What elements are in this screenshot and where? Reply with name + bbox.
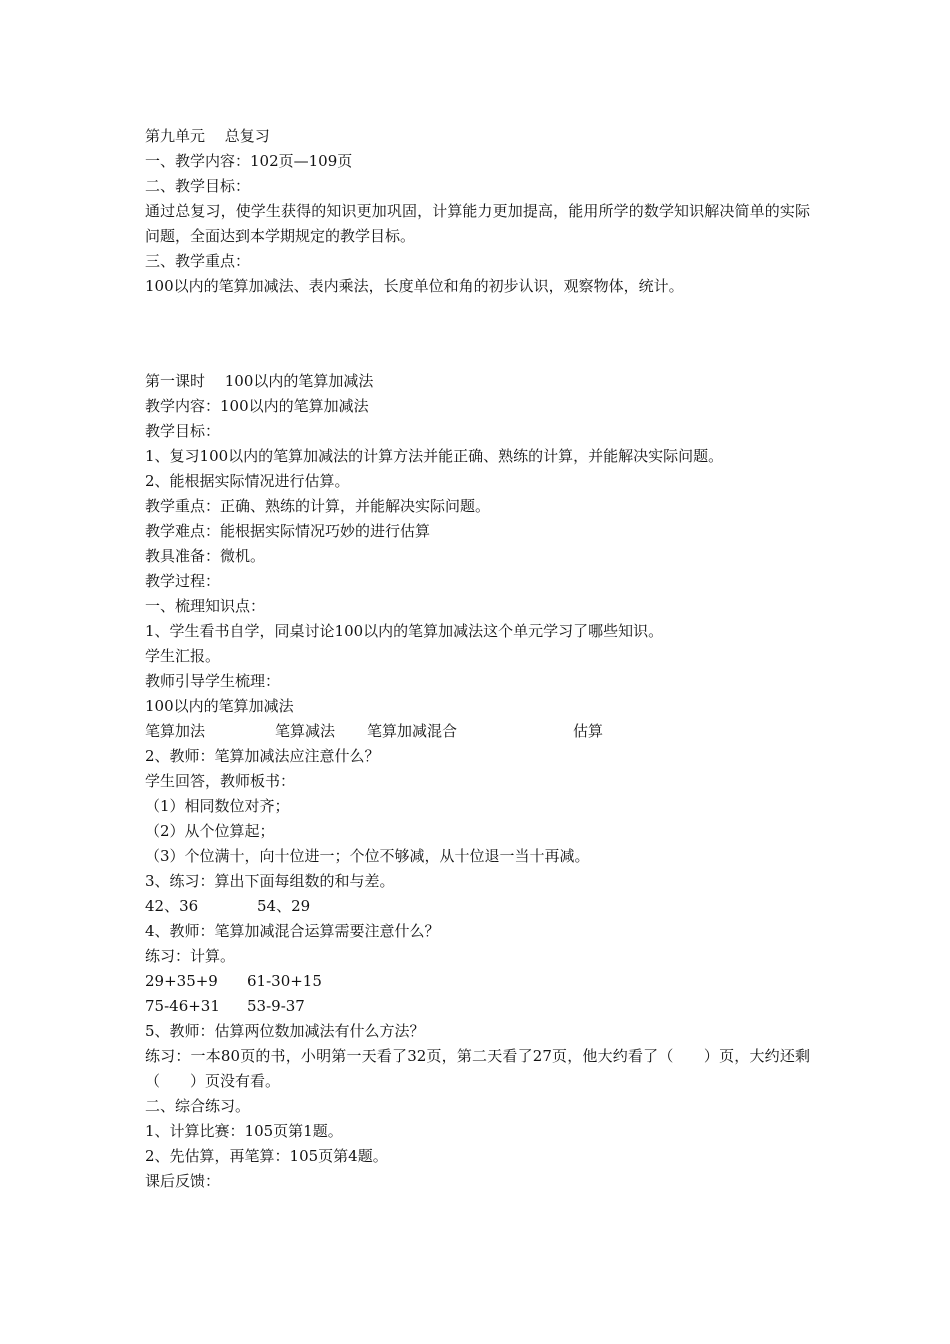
number-pair-2: 54、29 bbox=[257, 897, 311, 915]
section-1-heading: 一、梳理知识点： bbox=[145, 597, 266, 615]
tree-root: 100以内的笔算加减法 bbox=[145, 697, 294, 715]
expressions-row-1 bbox=[145, 969, 810, 994]
tree-branches bbox=[145, 719, 810, 744]
tree-branch-estimation: 估算 bbox=[573, 722, 604, 740]
lesson-difficulty: 教学难点：能根据实际情况巧妙的进行估算 bbox=[145, 522, 431, 540]
number-pair-1: 42、36 bbox=[145, 897, 199, 915]
lesson-key-point: 教学重点：正确、熟练的计算，并能解决实际问题。 bbox=[145, 497, 491, 515]
after-class-feedback: 课后反馈： bbox=[145, 1172, 221, 1190]
exercise-1: 1、计算比赛：105页第1题。 bbox=[145, 1122, 343, 1140]
expression-2: 61-30+15 bbox=[247, 972, 322, 990]
unit-title: 第九单元 总复习 bbox=[145, 127, 270, 145]
lesson-content: 教学内容：100以内的笔算加减法 bbox=[145, 397, 369, 415]
unit-goal-heading: 二、教学目标： bbox=[145, 177, 251, 195]
expression-4: 53-9-37 bbox=[247, 997, 305, 1015]
step-3: 3、练习：算出下面每组数的和与差。 bbox=[145, 872, 395, 890]
rule-1: （1）相同数位对齐； bbox=[145, 797, 290, 815]
section-2-heading: 二、综合练习。 bbox=[145, 1097, 251, 1115]
step-2: 2、教师：笔算加减法应注意什么？ bbox=[145, 747, 380, 765]
document-body bbox=[145, 124, 810, 1194]
unit-key-text: 100以内的笔算加减法、表内乘法，长度单位和角的初步认识，观察物体，统计。 bbox=[145, 277, 684, 295]
rule-2: （2）从个位算起； bbox=[145, 822, 275, 840]
expression-1: 29+35+9 bbox=[145, 972, 218, 990]
unit-content: 一、教学内容：102页—109页 bbox=[145, 152, 353, 170]
unit-goal-text: 通过总复习，使学生获得的知识更加巩固，计算能力更加提高，能用所学的数学知识解决简单的实际问题，全面达到本学期规定的教学目标。 bbox=[145, 202, 810, 245]
rule-3: （3）个位满十，向十位进一；个位不够减，从十位退一当十再减。 bbox=[145, 847, 590, 865]
expression-3: 75-46+31 bbox=[145, 997, 220, 1015]
lesson-goal-1: 1、复习100以内的笔算加减法的计算方法并能正确、熟练的计算，并能解决实际问题。 bbox=[145, 447, 724, 465]
teacher-guide: 教师引导学生梳理： bbox=[145, 672, 281, 690]
lesson-title: 第一课时 100以内的笔算加减法 bbox=[145, 372, 374, 390]
tree-branch-subtraction: 笔算减法 bbox=[275, 722, 336, 740]
lesson-goal-2: 2、能根据实际情况进行估算。 bbox=[145, 472, 350, 490]
exercise-2: 2、先估算，再笔算：105页第4题。 bbox=[145, 1147, 388, 1165]
lesson-process-heading: 教学过程： bbox=[145, 572, 221, 590]
unit-key-heading: 三、教学重点： bbox=[145, 252, 251, 270]
word-problem: 练习：一本80页的书，小明第一天看了32页，第二天看了27页，他大约看了（ ）页，大约还剩（ ）页没有看。 bbox=[145, 1047, 810, 1090]
number-pairs bbox=[145, 894, 810, 919]
expressions-row-2 bbox=[145, 994, 810, 1019]
step-1: 1、学生看书自学，同桌讨论100以内的笔算加减法这个单元学习了哪些知识。 bbox=[145, 622, 664, 640]
practice-calc: 练习：计算。 bbox=[145, 947, 236, 965]
lesson-tools: 教具准备：微机。 bbox=[145, 547, 266, 565]
step-5: 5、教师：估算两位数加减法有什么方法？ bbox=[145, 1022, 425, 1040]
step-4: 4、教师：笔算加减混合运算需要注意什么？ bbox=[145, 922, 440, 940]
answer-intro: 学生回答，教师板书： bbox=[145, 772, 296, 790]
tree-branch-addition: 笔算加法 bbox=[145, 722, 206, 740]
section-spacer bbox=[145, 299, 810, 369]
tree-branch-mixed: 笔算加减混合 bbox=[367, 722, 458, 740]
student-report: 学生汇报。 bbox=[145, 647, 221, 665]
lesson-goals-heading: 教学目标： bbox=[145, 422, 221, 440]
